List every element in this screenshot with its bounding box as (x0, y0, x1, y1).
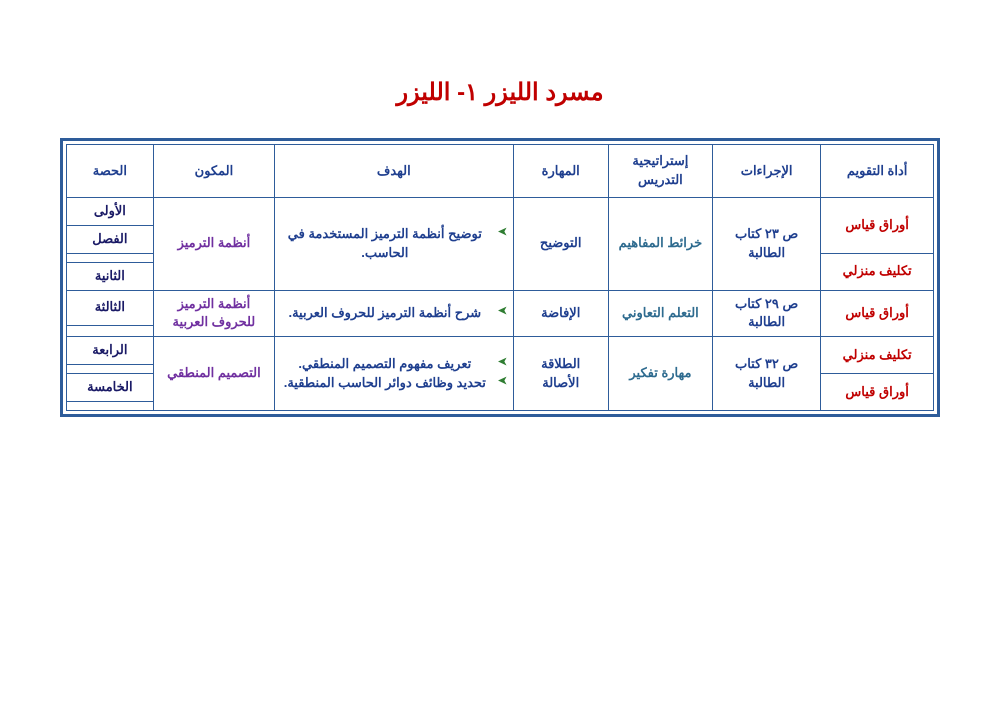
cell-skill-1: التوضيح (513, 198, 608, 291)
column-header-strategy: إستراتيجية التدريس (608, 145, 712, 198)
column-header-component: المكون (153, 145, 274, 198)
cell-assessment-3a: تكليف منزلي (821, 337, 934, 374)
goal-bullet: ➤ تحديد وظائف دوائر الحاسب المنطقية. (280, 374, 507, 393)
goal-bullet: ➤ توضيح أنظمة الترميز المستخدمة في الحاسب. (280, 225, 507, 263)
cell-session-5: الرابعة (67, 337, 154, 365)
goal-bullet: ➤ شرح أنظمة الترميز للحروف العربية. (280, 304, 507, 323)
cell-component-2: أنظمة الترميز للحروف العربية (153, 290, 274, 337)
column-header-goal: الهدف (275, 145, 513, 198)
cell-strategy-2: التعلم التعاوني (608, 290, 712, 337)
cell-goal-1 (275, 198, 513, 291)
cell-strategy-1: خرائط المفاهيم (608, 198, 712, 291)
cell-session-blank-4 (67, 401, 154, 410)
cell-session-blank-2 (67, 325, 154, 336)
table-row (67, 198, 934, 226)
skill-line-1: الطلاقة (541, 355, 581, 371)
cell-component-1: أنظمة الترميز (153, 198, 274, 291)
cell-goal-2 (275, 290, 513, 337)
cell-session-4: الثالثة (67, 290, 154, 325)
page-title: مسرد الليزر ١- الليزر (396, 79, 604, 106)
cell-procedures-1: ص ٢٣ كتاب الطالبة (712, 198, 820, 291)
cell-skill-3 (513, 337, 608, 411)
cell-skill-2: الإفاضة (513, 290, 608, 337)
cell-session-blank-3 (67, 365, 154, 374)
cell-assessment-1a: أوراق قياس (821, 198, 934, 254)
lesson-plan-table (66, 144, 934, 411)
cell-assessment-2a: أوراق قياس (821, 290, 934, 337)
cell-session-2: الفصل (67, 225, 154, 253)
column-header-procedures: الإجراءات (712, 145, 820, 198)
table-header-row (67, 145, 934, 198)
cell-assessment-3b: أوراق قياس (821, 374, 934, 411)
cell-strategy-3: مهارة تفكير (608, 337, 712, 411)
table-row (67, 337, 934, 365)
cell-goal-3 (275, 337, 513, 411)
table-row (67, 290, 934, 325)
column-header-skill: المهارة (513, 145, 608, 198)
cell-session-6: الخامسة (67, 374, 154, 402)
cell-assessment-1b: تكليف منزلي (821, 253, 934, 290)
cell-procedures-2: ص ٢٩ كتاب الطالبة (712, 290, 820, 337)
cell-session-1: الأولى (67, 198, 154, 226)
cell-session-blank-1 (67, 253, 154, 262)
cell-session-3: الثانية (67, 262, 154, 290)
lesson-plan-table-container (60, 138, 940, 417)
column-header-session: الحصة (67, 145, 154, 198)
column-header-assessment: أداة التقويم (821, 145, 934, 198)
skill-line-2: الأصالة (542, 374, 580, 390)
cell-procedures-3: ص ٣٢ كتاب الطالبة (712, 337, 820, 411)
cell-component-3: التصميم المنطقي (153, 337, 274, 411)
goal-bullet: ➤ تعريف مفهوم التصميم المنطقي. (280, 355, 507, 374)
